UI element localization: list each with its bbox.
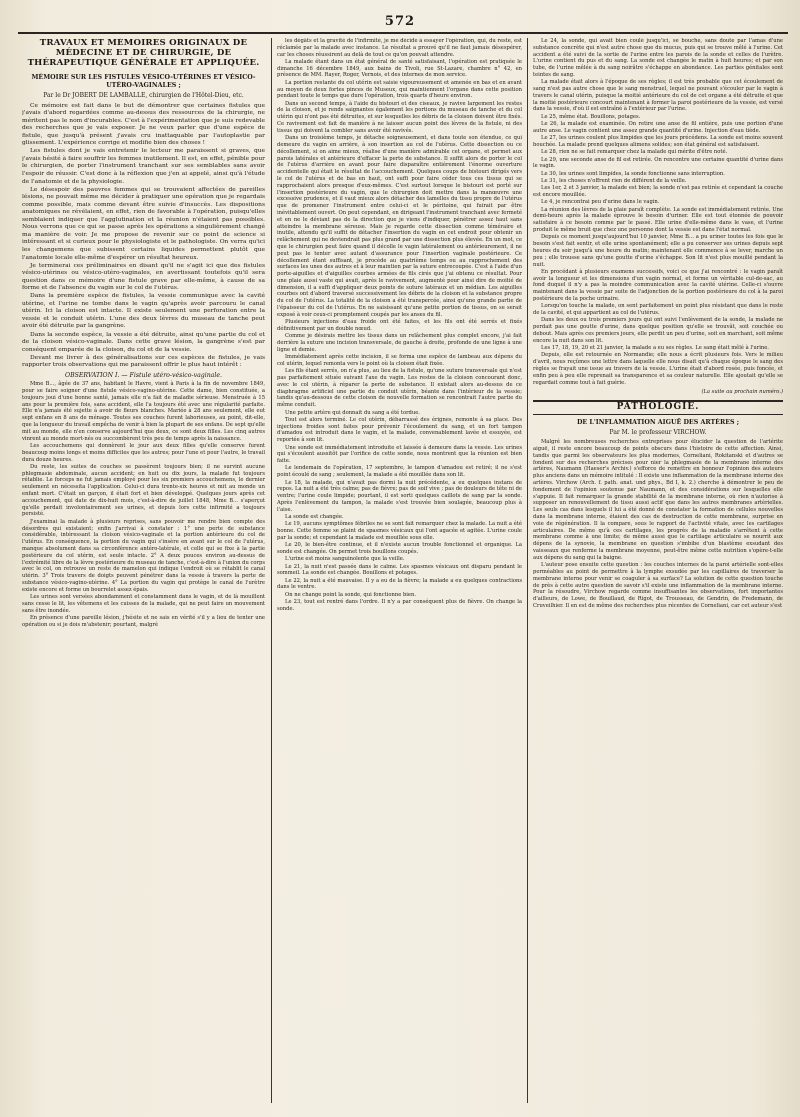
column-3	[533, 38, 783, 1107]
section-heading: PATHOLOGIE.	[533, 400, 783, 415]
paragraph: Le 25, même état. Bouillons, potages.	[541, 113, 641, 120]
paragraph: Dans un troisième temps, je détache soigneusement, et dans toute son étendue, ce qui demeure du vagin en arrière, à son insertion au col de l'utérus. Cette dissection ou ce décollement, si on aime mieux, réalise d'une manière admirable cet organe, et permet aux parois latérales et antérieure d'effacer la perte de substance. Il suffit alors de porter le col de l'utérus d'arrière en avant pour faire disparaître entièrement l'énorme ouverture accidentelle qui était le résultat de l'accouchement. Quelques coups de bistouri dirigés vers le col de l'utérus et de bas en haut, ont suffi pour faire céder tous ces tissus qui se rapprochaient alors presque d'eux-mêmes. C'est surtout lorsque le bistouri est porté sur l'insertion postérieure du vagin, que le chirurgien doit mettre dans la manœuvre une excessive prudence, et il vaut mieux alors détacher des lamelles du tissu propre de l'utérus que de promener l'instrument entre celui-ci et le péritoine, qui fuirait par être inévitablement ouvert. On peut cependant, en dirigeant l'instrument tranchant avec fermeté et en ne le déviant pas de la direction que je viens d'indiquer, pénétrer assez haut sans atteindre la membrane séreuse. Mais je regarde cette dissection comme téméraire et inutile, attendu qu'il suffit de détacher l'insertion du vagin en cet endroit pour obtenir un relâchement qui ne deviendrait pas plus grand par une dissection plus élevée. En un mot, ce que le chirurgien peut faire quand il décolle le vagin latéralement ou antérieurement, il ne peut pas le tenter avec autant d'assurance pour l'insertion vaginale postérieure. Ce décollement étant suffisant, je procède au quatrième temps ou au rapprochement des surfaces les unes des autres et à leur maintien par la suture entrecoupée. C'est à l'aide d'un porte-aiguilles et d'aiguilles courbes armées de fils cirés que j'ai obtenu ce résultat. Pour une plaie aussi vaste qui avait, après le ravivement, augmenté pour ainsi dire de moitié de dimension, il a suffi d'appliquer deux points de suture latéraux et un médian. Les aiguilles courbes ont d'abord traversé successivement les débris de la cloison et la substance propre du col de l'utérus. La totalité de la cloison a été transpercée, ainsi qu'une grande partie de l'épaisseur du col de l'utérus. En ne saisissant qu'une petite portion de tissus, on se serait exposé à voir ceux-ci promptement coupés par les anses du fil.	[277, 135, 522, 318]
article-byline: Par M. le professeur VIRCHOW.	[609, 428, 707, 436]
paragraph: L'auteur pose ensuite cette question : les couches internes de la paroi artérielle sont-elles perméables au point de permettre à la lymphe exsudée par les capillaires de traverser la membrane interne pour venir se coaguler à sa surface? La solution de cette question touche de près à cette autre question de savoir s'il existe une inflammation de la membrane interne. Pour la résoudre, Virchow regarde comme insuffisantes les observations, fort importantes d'ailleurs, de Lowe, de Bouillaud, de Rigot, de Trousseau, de Gendrin, de Fredemann, de Cruveilhier. Il en est de même des recherches plus récentes de Corneliani, car cet auteur s'est	[533, 562, 783, 609]
paragraph: Le désespoir des pauvres femmes qui se trouvaient affectées de pareilles lésions, ne pouvait même me décider à pratiquer une opération que je regardais comme possible, mais comme devant être suivie d'insuccès. Les dispositions anatomiques ne révélaient, en effet, rien de favorable à l'opération, puisqu'elles semblaient indiquer que l'agglutination et la réunion n'étaient pas possibles. Nous verrons que ce qui se passe après les opérations a singulièrement changé ma manière de voir. Je me propose de revenir sur ce point de science si intéressant et si curieux pour le physiologiste et le pathologiste. On verra qu'ici les changemens que subissent certains liquides permettent plutôt que l'anatomie locale elle-même d'espérer un résultat heureux.	[22, 186, 265, 261]
paragraph: Les urines sont versées abondamment et constamment dans le vagin, et de là mouillent sans cesse le lit, les vêtemens et les cuisses de la malade, qui ne peut faire un mouvement sans être inondée.	[22, 593, 265, 614]
article-title: MÉMOIRE SUR LES FISTULES VÉSICO-UTÉRINES ET VÉSICO-UTÉRO-VAGINALES ;	[31, 74, 256, 89]
page-number: 572	[384, 14, 416, 29]
paragraph: Le 20, le bien-être continue, et il n'existe aucun trouble fonctionnel et organique. La sonde est changée. On permet trois bouillons coupés.	[277, 542, 522, 555]
column-divider	[271, 38, 272, 1103]
paragraph: Depuis ce moment jusqu'aujourd'hui 10 janvier, Mme B... a pu uriner toutes les fois que le besoin s'est fait sentir, et elle urine spontanément; elle a pu conserver ses urines depuis sept heures du soir jusqu'à une heure du matin; maintenant elle commence à se lever, marche un peu ; elle trousse sans qu'une goutte d'urine s'échappe. Son lit n'est plus mouillé pendant la nuit.	[533, 234, 783, 268]
paragraph: Devant me livrer à des généralisations sur ces espèces de fistules, je vais rapporter trois observations qui me paraissent offrir le plus haut intérêt :	[22, 354, 265, 369]
observation-title: OBSERVATION I. — Fistule utéro-vésico-vaginale.	[65, 371, 222, 379]
header-rule	[18, 32, 788, 34]
paragraph: Comme je désirais mettre les tissus dans un relâchement plus complet encore, j'ai fait derrière la suture une incision transversale, de gauche à droite, profonde de une ligne à une ligne et demie.	[277, 333, 522, 353]
paragraph: Le 4, je rencontrai peu d'urine dans le vagin.	[541, 199, 660, 206]
paragraph: Le lendemain de l'opération, 17 septembre, le tampon d'amadou est retiré; il ne s'est point écoulé de sang ; seulement, la malade a été mouillée dans son lit.	[277, 465, 522, 479]
paragraph: Le 27, les urines coulent plus limpides que les jours précédens. La sonde est moins souvent bouchée. La malade prend quelques alimens solides; son état général est satisfaisant.	[533, 135, 783, 148]
paragraph: Les 1er, 2 et 3 janvier, la malade est bien; la sonde n'est pas retirée et cependant la couche est encore mouillée.	[533, 185, 783, 199]
paragraph: La sonde est changée.	[285, 513, 344, 520]
paragraph: Tout est alors terminé. Le col utérin, débarrassé des érignes, remonte à sa place. Des injections froides sont faites pour prévenir l'écoulement du sang, et un fort tampon d'amadou est introduit dans le vagin, et la malade, convenablement lavée et essuyée, est reportée à son lit.	[277, 416, 522, 444]
paragraph: J'examinai la malade à plusieurs reprises, sans pouvoir me rendre bien compte des désordres qui existaient; enfin j'arrivai à constater : 1° une perte de substance considérable, intéressant la cloison vésico-vaginale et la portion antérieure du col de l'utérus. En conséquence, la portion du vagin qui s'insère en avant sur le col de l'utérus, manque absolument dans sa circonférence antéro-latérale, et celle qui se fixe à la partie postérieure du col utérin, est seule intacte. 2° A deux pouces environ au-dessus de l'extrémité libre de la lèvre postérieure du museau de tanche, c'est-à-dire à l'union du corps avec le col, on retrouve un reste de mamelon qui indique l'endroit où se rétablit le canal utérin. 3° Trois travers de doigts peuvent pénétrer dans la vessie à travers la perte de substance vésico-vagino-utérine. 4° La portion du vagin qui protège le canal de l'urètre existe encore et forme un bourrelet assez épais.	[22, 518, 265, 593]
paragraph: Le 29, une seconde anse de fil est retirée. On rencontre une certaine quantité d'urine dans le vagin.	[533, 156, 783, 170]
paragraph: Plusieurs injections d'eau froide ont été faites, et les fils ont été serrés et fixés définitivement par un double nœud.	[277, 319, 522, 332]
paragraph: Dans la seconde espèce, la vessie a été détruite, ainsi qu'une partie du col et de la cloison vésico-vaginale. Dans cette grave lésion, la gangrène s'est par conséquent emparée de la cloison, du col et de la vessie.	[22, 331, 265, 353]
paragraph: Le 22, la nuit a été mauvaise. Il y a eu de la fièvre; la malade a eu quelques contractions dans le ventre.	[277, 577, 522, 591]
paragraph: La portion restante du col utérin est saisie vigoureusement et amenée en bas et en avant au moyen de deux fortes pinces de Museux, qui maintiennent l'organe dans cette position pendant toute le temps que dure l'opération, trois quarts d'heure environ.	[277, 79, 522, 100]
paragraph: Le 24, la sonde, qui avait bien coulé jusqu'ici, se bouche, sans doute par l'amas d'une substance concrète qui n'est autre chose que du mucus, puis qui se trouve mêlé à l'urine. Cet accident a été suivi de la sortie de l'urine entre les parois de la sonde et celles de l'urètre. L'urine contient du pus et du sang. La sonde est changée le matin à huit heures; et par son tube, de l'urine mêlée à du sang noirâtre s'échappe en abondance. Les parties génitales sont teintes de sang.	[533, 38, 783, 78]
continued-note: (La suite au prochain numéro.)	[701, 389, 783, 396]
paragraph: Le 21, la nuit n'est passée dans le calme. Les spasmes vésicaux ont disparu pendant le sommeil. La sonde est changée. Bouillons et potages.	[277, 563, 522, 577]
paragraph: Mme B..., âgée de 37 ans, habitant le Havre, vient à Paris à la fin de novembre 1849, pour se faire soigner d'une fistule vésico-vagino-utérine. Cette dame, bien constituée, a toujours joui d'une bonne santé, jamais elle n'a fait de maladie sérieuse. Menstruée à 15 ans pour la première fois, sans accident, elle l'a toujours été avec une régularité parfaite. Elle n'a jamais été sujette à avoir de fleurs blanches. Mariée à 28 ans seulement, elle eut sept enfans en 8 ans de ménage. Toutes ses couches furent laborieuses, au point, dit-elle, que la longueur du travail empêcha de venir à bien la plupart de ses enfans. De sept qu'elle mit au monde, elle n'en conserve aujourd'hui que deux, ce sont deux filles. Les cinq autres vinrent au monde mort-nés ou succombèrent très peu de temps après la naissance.	[22, 381, 265, 442]
paragraph: En procédant à plusieurs examens successifs, voici ce que j'ai rencontré : le vagin paraît avoir la longueur et les dimensions d'un vagin normal, et forme un véritable cul-de-sac, au fond duquel il n'y a pas la moindre communication avec la cavité utérine. Celle-ci s'ouvre maintenant dans la vessie par suite de l'adjonction de la portion postérieure du col à la paroi postérieure de la poche urinaire.	[533, 268, 783, 302]
paragraph: Le 26, la malade est examinée. On retire une anse de fil entière, puis une portion d'une autre anse. Le vagin contient une assez grande quantité d'urine. Injection d'eau tiède.	[533, 121, 783, 134]
paragraph: Les fistules dont je vais entretenir le lecteur me paraissent si graves, que j'avais hésité à faire souffrir les femmes inutilement. Il est, en effet, pénible pour le chirurgien, de porter l'instrument tranchant sur ses semblables sans avoir l'espoir de réussir. C'est donc à la réflexion que j'en ai appelé, ainsi qu'à l'étude de l'anatomie et de la physiologie.	[22, 148, 265, 185]
paragraph: Dans la première espèce de fistules, la vessie communique avec la cavité utérine, et l'urine ne tombe dans le vagin qu'après avoir parcouru le canal utérin. Ici la cloison est intacte. Il existe seulement une perforation entre la vessie et le conduit utérin. L'une des deux lèvres du museau de tanche peut avoir été détruite par la gangrène.	[22, 293, 265, 330]
paragraph: Ce mémoire est fait dans le but de démontrer que certaines fistules que j'avais d'abord regardées comme au-dessus des ressources de la chirurgie, ne méritent pas le nom d'incurables. C'est à l'expérimentation que je suis redevable des recherches que je vais exposer. Je ne veux parler que d'une espèce de fistule, que jusqu'à présent j'avais cru inattaquable par l'autoplastie par glissement. L'expérience corrige et modifie bien des choses !	[22, 102, 265, 147]
column-1	[22, 38, 265, 1107]
paragraph: Une petite artère qui donnait du sang a été tordue.	[285, 409, 420, 416]
paragraph: Le 19, aucuns symptômes fébriles ne se sont fait remarquer chez la malade. La nuit a été bonne. Cette femme se plaint de spasmes vésicaux qui l'ont agacée et agitée. L'urine coule par la sonde; et cependant la malade est mouillée sous elle.	[277, 521, 522, 541]
column-2	[277, 38, 522, 1107]
paragraph: Je terminerai ces préliminaires en disant qu'il ne s'agit ici que des fistules vésico-utérines ou vésico-utéro-vaginales, en avertissant toutefois qu'il sera question dans ce mémoire d'une fistule grave par elle-même, à cause de sa forme et de l'absence du vagin sur le col de l'utérus.	[22, 262, 265, 292]
paragraph: Une sonde est immédiatement introduite et laissée à demeure dans la vessie. Les urines qui s'écoulent aussitôt par l'orifice de cette sonde, nous montrent que la réunion est bien faite.	[277, 444, 522, 465]
column-divider	[527, 38, 528, 1103]
paragraph: Dans un second temps, à l'aide du bistouri et des ciseaux, je ravive largement les restes de la cloison, et je rends saignantes également les portions du museau de tanche et du col utérin qui n'ont pas été détruites, et sur lesquelles les débris de la cloison doivent être fixés. Ce ravivement est fait de manière à ne laisser aucun point des lèvres de la fistule, ni des tissus qui doivent la combler sans avoir été ravivés.	[277, 100, 522, 134]
paragraph: En présence d'une pareille lésion, j'hésite et ne sais en vérité s'il y a lieu de tenter une opération ou si je dois m'abstenir; pourtant, malgré	[22, 614, 265, 628]
paragraph: les dégâts et la gravité de l'infirmité, je me décide à essayer l'opération, qui, du reste, est réclamée par la malade avec instance. Le résultat a prouvé qu'il ne faut jamais désespérer, car les choses réussirent au delà de tout ce qu'on pouvait attendre.	[277, 38, 522, 58]
paragraph: Du reste, les suites de couches se passèrent toujours bien; il ne survint aucune phlegmasie abdominale, aucun accident; en huit ou dix jours, la malade fut toujours rétablie. Le forceps ne fut jamais employé pour les six premiers accouchemens, le dernier seulement en nécessita l'application. Celui-ci dura trente-six heures et mit au monde un enfant mort. C'était un garçon, il était fort et bien développé. Quelques jours après cet accouchement, qui date de dix-huit mois, c'est-à-dire de juillet 1848, Mme B... s'aperçut qu'elle perdait involontairement ses urines, et depuis lors cette infirmité a toujours persisté.	[22, 463, 265, 518]
paragraph: Le 28, rien ne se fait remarquer chez la malade qui mérite d'être noté.	[541, 149, 728, 156]
paragraph: Le 23, tout est rentré dans l'ordre. Il n'y a par conséquent plus de fièvre. On change la sonde.	[277, 599, 522, 612]
paragraph: La malade était alors à l'époque de ses règles; il est très probable que cet écoulement de sang n'est pas autre chose que le sang menstruel, lequel ne pouvant s'écouler par le vagin à travers le canal utérin, puisque la moitié antérieure du col de cet organe a été détruite et que la moitié postérieure concourt maintenant à former la paroi postérieure de la vessie, est versé dans la vessie, d'où il est entraîné à l'extérieur par l'urine.	[533, 79, 783, 113]
paragraph: Immédiatement après cette incision, il se forma une espèce de lambeau aux dépens du col utérin, lequel remonta vers le point où la cloison était fixée.	[277, 354, 522, 367]
paragraph: Le 18, la malade, qui n'avait pas dormi la nuit précédente, a eu quelques instans de repos. La nuit a été très calme; pas de fièvre; pas de soif vive ; pas de douleurs de tête ni de ventre; l'urine coule limpide; pourtant, il est sorti quelques caillots de sang par la sonde. Après l'enlèvement du tampon, la malade s'est trouvée bien soulagée, beaucoup plus à l'aise.	[277, 479, 522, 513]
paragraph: La réunion des lèvres de la plaie paraît complète. La sonde est immédiatement retirée. Une demi-heure après la malade éprouve le besoin d'uriner. Elle est tout étonnée de pouvoir satisfaire à ce besoin comme par le passé. Elle urine d'elle-même dans le vase, et l'urine produit le même bruit que chez une personne dont la vessie est dans l'état normal.	[533, 206, 783, 234]
paragraph: Depuis, elle est retournée en Normandie; elle nous a écrit plusieurs fois. Vers le milieu d'avril, nous reçûmes une lettre dans laquelle elle nous disait qu'à chaque époque le sang des règles se frayait une issue au travers de la vessie. L'urine était d'abord rosée, puis foncée, et enfin peu à peu elle reprenait sa transparence et sa couleur naturelle. Elle ajoutait qu'elle se regardait comme tout à fait guérie.	[533, 352, 783, 386]
paragraph: On ne change point la sonde, qui fonctionne bien.	[285, 591, 416, 598]
article-title: DE L'INFLAMMATION AIGUË DES ARTÈRES ;	[576, 418, 740, 426]
paragraph: La malade étant dans un état général de santé satisfaisant, l'opération est pratiquée le dimanche 16 décembre 1849, aux bains de Tivoli, rue St-Lazare, chambre n° 42, en présence de MM. Rayer, Roger, Vernois, et des internes de mon service.	[277, 58, 522, 79]
paragraph: Lorsqu'on touche la malade, on sent parfaitement un point plus résistant que dans le reste de la cavité, et qui appartient au col de l'utérus.	[533, 303, 783, 317]
section-title: TRAVAUX ET MÉMOIRES ORIGINAUX DE MÉDECINE ET DE CHIRURGIE, DE THÉRAPEUTIQUE GÉNÉRALE ET APPLIQUÉE.	[27, 38, 260, 68]
paragraph: Les fils étant serrés, on n'a plus, au lieu de la fistule, qu'une suture transversale qui n'est pas parfaitement située suivant l'axe du vagin. Les restes de la cloison concourant donc, avec le col utérin, à réparer la perte de substance. Il existait alors au-dessus de ce diaphragme artificiel une partie du conduit utérin, béante dans l'intérieur de la vessie; tandis qu'au-dessous de cette cloison de nouvelle formation se rencontrait l'autre partie du même conduit.	[277, 368, 522, 409]
paragraph: Dans les deux ou trois premiers jours qui ont suivi l'enlèvement de la sonde, la malade ne perdait pas une goutte d'urine, dans quelque position qu'elle se trouvât, soit couchée ou debout. Mais après ces premiers jours, elle perdit un peu d'urine, soit en marchant, soit même encore la nuit dans son lit.	[533, 317, 783, 344]
paragraph: Le 31, les choses n'offrent rien de différent de la veille.	[541, 177, 687, 184]
article-byline: Par le Dr JOBERT DE LAMBALLE, chirurgien de l'Hôtel-Dieu, etc.	[43, 92, 244, 99]
paragraph: Le 30, les urines sont limpides, la sonde fonctionne sans interruption.	[541, 170, 725, 177]
paragraph: Les 17, 18, 19, 20 et 21 janvier, la malade a eu ses règles. Le sang était mêlé à l'urine.	[541, 345, 769, 352]
paragraph: L'urine est moins sanguinolente que la veille.	[285, 556, 405, 563]
paragraph: Malgré les nombreuses recherches entreprises pour élucider la question de l'artérite aiguë, il reste encore beaucoup de points obscurs dans l'histoire de cette affection. Ainsi, tandis que parmi les observateurs les plus modernes, Corneliani, Rokitanski et d'autres se fondent sur des recherches précises pour nier la phlegmasie de la membrane interne des artères, Naumann (Haeser's Archiv.) s'efforce de remettre en honneur l'opinion des auteurs plus anciens dans un mémoire intitulé : Il existe une inflammation de la membrane interne des artères. Virchow (Arch. f. path. anat. und phys., Bd I, k. 2.) cherche à démontrer le peu de fondement de l'opinion soutenue par Naumann, et des considérations sur lesquelles elle s'appuie. Il fait remarquer la grande stabilité de la membrane interne, où rien n'autorise à supposer un renouvellement de tissu aussi actif que dans les autres membranes artérielles. Les seuls cas dans lesquels il lui a été donné de constater la formation de cellules nouvelles dans la membrane interne, étaient des cas de destruction de cette membrane, surprise en voie de régénération. Il la compare, sous le rapport de l'activité vitale, avec les cartilages articulaires. De même qu'à ces cartilages, les progrès de la maladie s'arrêtent à cette membrane comme à une limite; de même aussi que le cartilage articulaire se nourrit aux dépens de la synovie, la membrane en question s'imbibe d'un blastème exsudant des vaisseaux que renferme la membrane moyenne, peut-être même cette nutrition s'opère-t-elle aux dépens du sang qui la baigne.	[533, 439, 783, 561]
paragraph: Les accouchemens qui donnèrent le jour aux deux filles qu'elle conserve furent beaucoup moins longs et moins difficiles que les autres; pour l'une et pour l'autre, le travail dura douze heures.	[22, 442, 265, 463]
